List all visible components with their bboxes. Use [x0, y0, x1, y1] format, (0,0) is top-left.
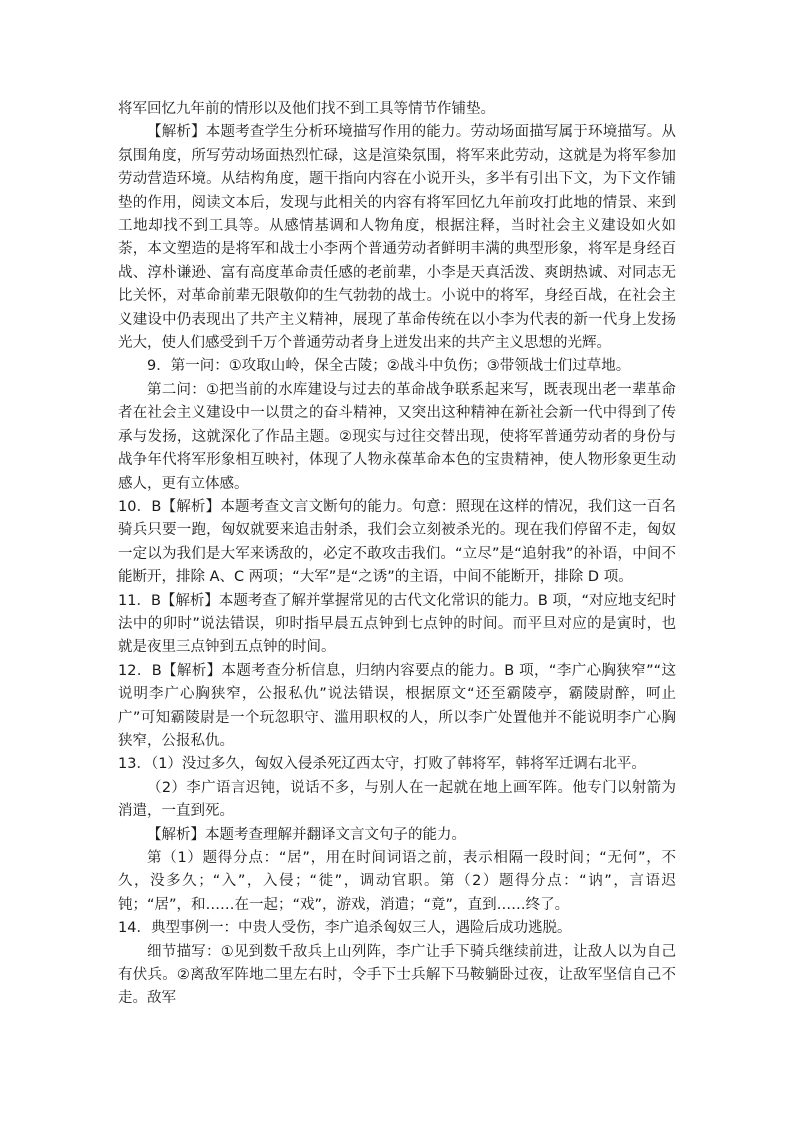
- paragraph-12: 细节描写：①见到数千敌兵上山列阵，李广让手下骑兵继续前进，让敌人以为自己有伏兵。②离敌军阵地二里左右时，令手下士兵解下马鞍躺卧过夜，让敌军坚信自己不走。敌军: [118, 943, 676, 1007]
- paragraph-10: 第（1）题得分点：“居”，用在时间词语之前，表示相隔一段时间；“无何”，不久，没多久；“入”，入侵；“徙”，调动官职。第（2）题得分点：“讷”，言语迟钝；“居”，和……在一起；“戏”，游戏，消遣；“竟”，直到……终了。: [118, 850, 676, 913]
- paragraph-1: 【解析】本题考查学生分析环境描写作用的能力。劳动场面描写属于环境描写。从氛围角度，所写劳动场面热烈忙碌，这是渲染氛围，将军来此劳动，这就是为将军参加劳动营造环境。从结构角度，题干指向内容在小说开头，多半有引出下文，为下文作铺垫的作用，阅读文本后，发现与此相关的内容有将军回忆九年前攻打此地的情景、来到工地却找不到工具等。从感情基调和人物角度，根据注释，当时社会主义建设如火如荼，本文塑造的是将军和战士小李两个普通劳动者鲜明丰满的典型形象，将军是身经百战、淳朴谦逊、富有高度革命责任感的老前辈，小李是天真活泼、爽朗热诚、对同志无比关怀，对革命前辈无限敬仰的生气勃勃的战士。小说中的将军，身经百战，在社会主义建设中仍表现出了共产主义精神，展现了革命传统在以小李为代表的新一代身上发扬光大，使人们感受到千万个普通劳动者身上迸发出来的共产主义思想的光辉。: [118, 124, 676, 352]
- paragraph-9: 【解析】本题考查理解并翻译文言文句子的能力。: [147, 826, 466, 843]
- paragraph-4: 10．B【解析】本题考查文言文断句的能力。句意：照现在这样的情况，我们这一百名骑兵只要一跑，匈奴就要来追击射杀，我们会立刻被杀光的。现在我们停留不走，匈奴一定以为我们是大军来诱敌的，必定不敢攻击我们。“立尽”是“追射我”的补语，中间不能断开，排除 A、C 两项；“大军”是“之诱”的主语，中间不能断开，排除 D 项。: [118, 498, 676, 586]
- paragraph-3: 第二问：①把当前的水库建设与过去的革命战争联系起来写，既表现出老一辈革命者在社会主义建设中一以贯之的奋斗精神，又突出这种精神在新社会新一代中得到了传承与发扬，这就深化了作品主题。②现实与过往交替出现，使将军普通劳动者的身份与战争年代将军形象相互映衬，体现了人物永葆革命本色的宝贵精神，使人物形象更生动感人，更有立体感。: [118, 381, 676, 492]
- paragraph-0: 将军回忆九年前的情形以及他们找不到工具等情节作铺垫。: [118, 101, 495, 117]
- paragraph-11: 14．典型事例一：中贵人受伤，李广追杀匈奴三人，遇险后成功逃脱。: [118, 920, 572, 937]
- paragraph-8: （2）李广语言迟钝，说话不多，与别人在一起就在地上画军阵。他专门以射箭为消遣，一直到死。: [118, 779, 676, 820]
- paragraph-6: 12．B【解析】本题考查分析信息，归纳内容要点的能力。B 项，“李广心胸狭窄”“这说明李广心胸狭窄，公报私仇”说法错误，根据原文“还至霸陵亭，霸陵尉醉，呵止广”可知霸陵尉是一个玩忽职守、滥用职权的人，所以李广处置他并不能说明李广心胸狭窄，公报私仇。: [118, 662, 676, 749]
- paragraph-5: 11．B【解析】本题考查了解并掌握常见的古代文化常识的能力。B 项，“对应地支纪时法中的卯时”说法错误，卯时指早晨五点钟到七点钟的时间。而平旦对应的是寅时，也就是夜里三点钟到五点钟的时间。: [118, 592, 676, 656]
- paragraph-7: 13．（1）没过多久，匈奴入侵杀死辽西太守，打败了韩将军，韩将军迁调右北平。: [118, 756, 646, 773]
- paragraph-2: 9．第一问：①攻取山岭，保全古陵；②战斗中负伤；③带领战士们过草地。: [147, 358, 631, 375]
